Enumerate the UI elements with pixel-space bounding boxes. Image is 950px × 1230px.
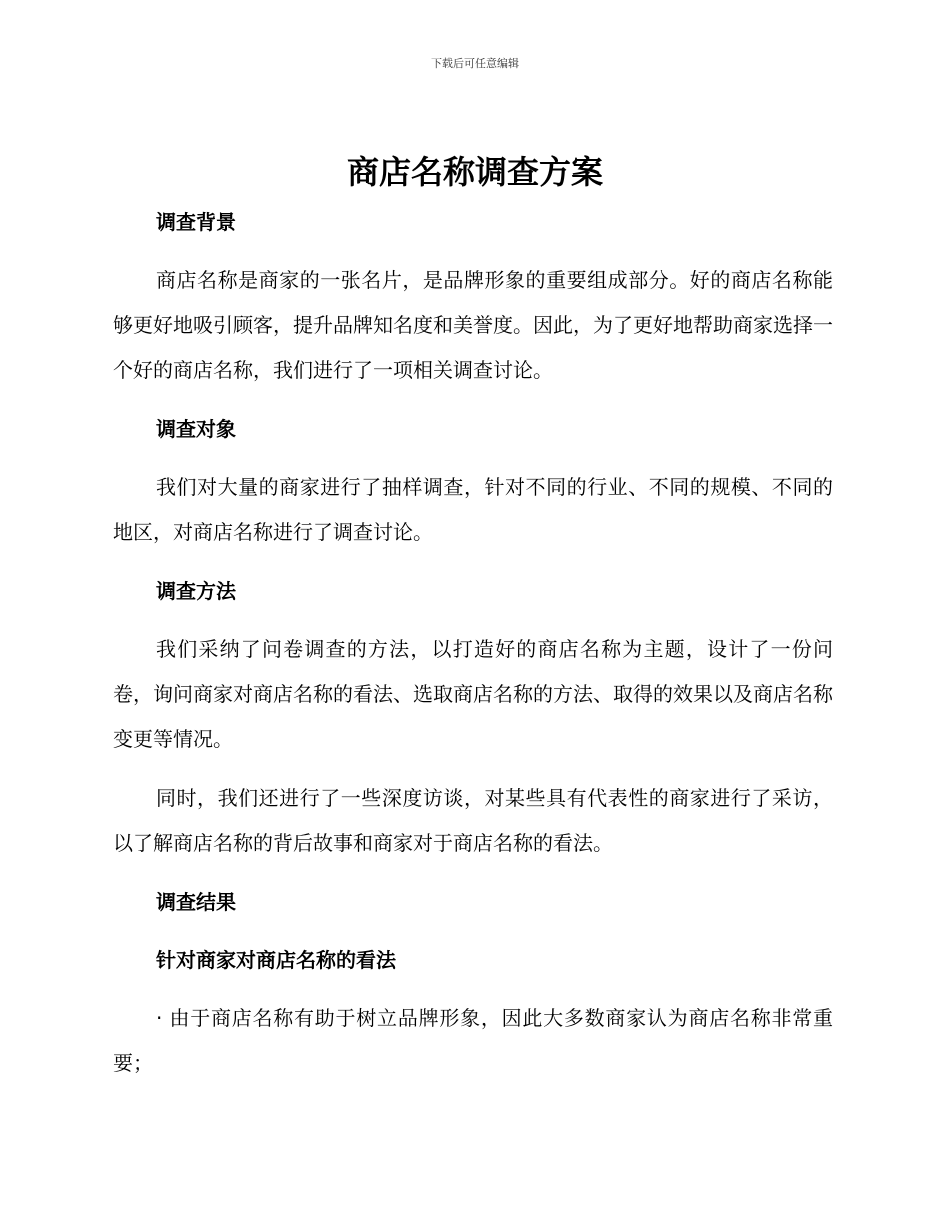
document-body (113, 200, 833, 1100)
document-title: 商店名称调查方案 (346, 153, 603, 191)
paragraph-background: 商店名称是商家的一张名片，是品牌形象的重要组成部分。好的商店名称能够更好地吸引顾客，提升品牌知名度和美誉度。因此，为了更好地帮助商家选择一个好的商店名称，我们进行了一项相关调查讨论。 (113, 268, 833, 382)
header-note: 下载后可任意编辑 (431, 57, 519, 70)
section-heading-background: 调查背景 (156, 210, 236, 234)
section-heading-methods: 调查方法 (156, 579, 236, 603)
section-heading-subjects: 调查对象 (156, 417, 236, 441)
bullet-item-1: · 由于商店名称有助于树立品牌形象，因此大多数商家认为商店名称非常重要； (113, 1006, 833, 1075)
subsection-heading-opinions: 针对商家对商店名称的看法 (156, 948, 396, 972)
paragraph-subjects: 我们对大量的商家进行了抽样调查，针对不同的行业、不同的规模、不同的地区，对商店名称进行了调查讨论。 (113, 475, 833, 544)
paragraph-methods-1: 我们采纳了问卷调查的方法，以打造好的商店名称为主题，设计了一份问卷，询问商家对商店名称的看法、选取商店名称的方法、取得的效果以及商店名称变更等情况。 (113, 637, 833, 751)
section-heading-results: 调查结果 (156, 890, 236, 914)
paragraph-methods-2: 同时，我们还进行了一些深度访谈，对某些具有代表性的商家进行了采访，以了解商店名称的背后故事和商家对于商店名称的看法。 (113, 786, 833, 855)
